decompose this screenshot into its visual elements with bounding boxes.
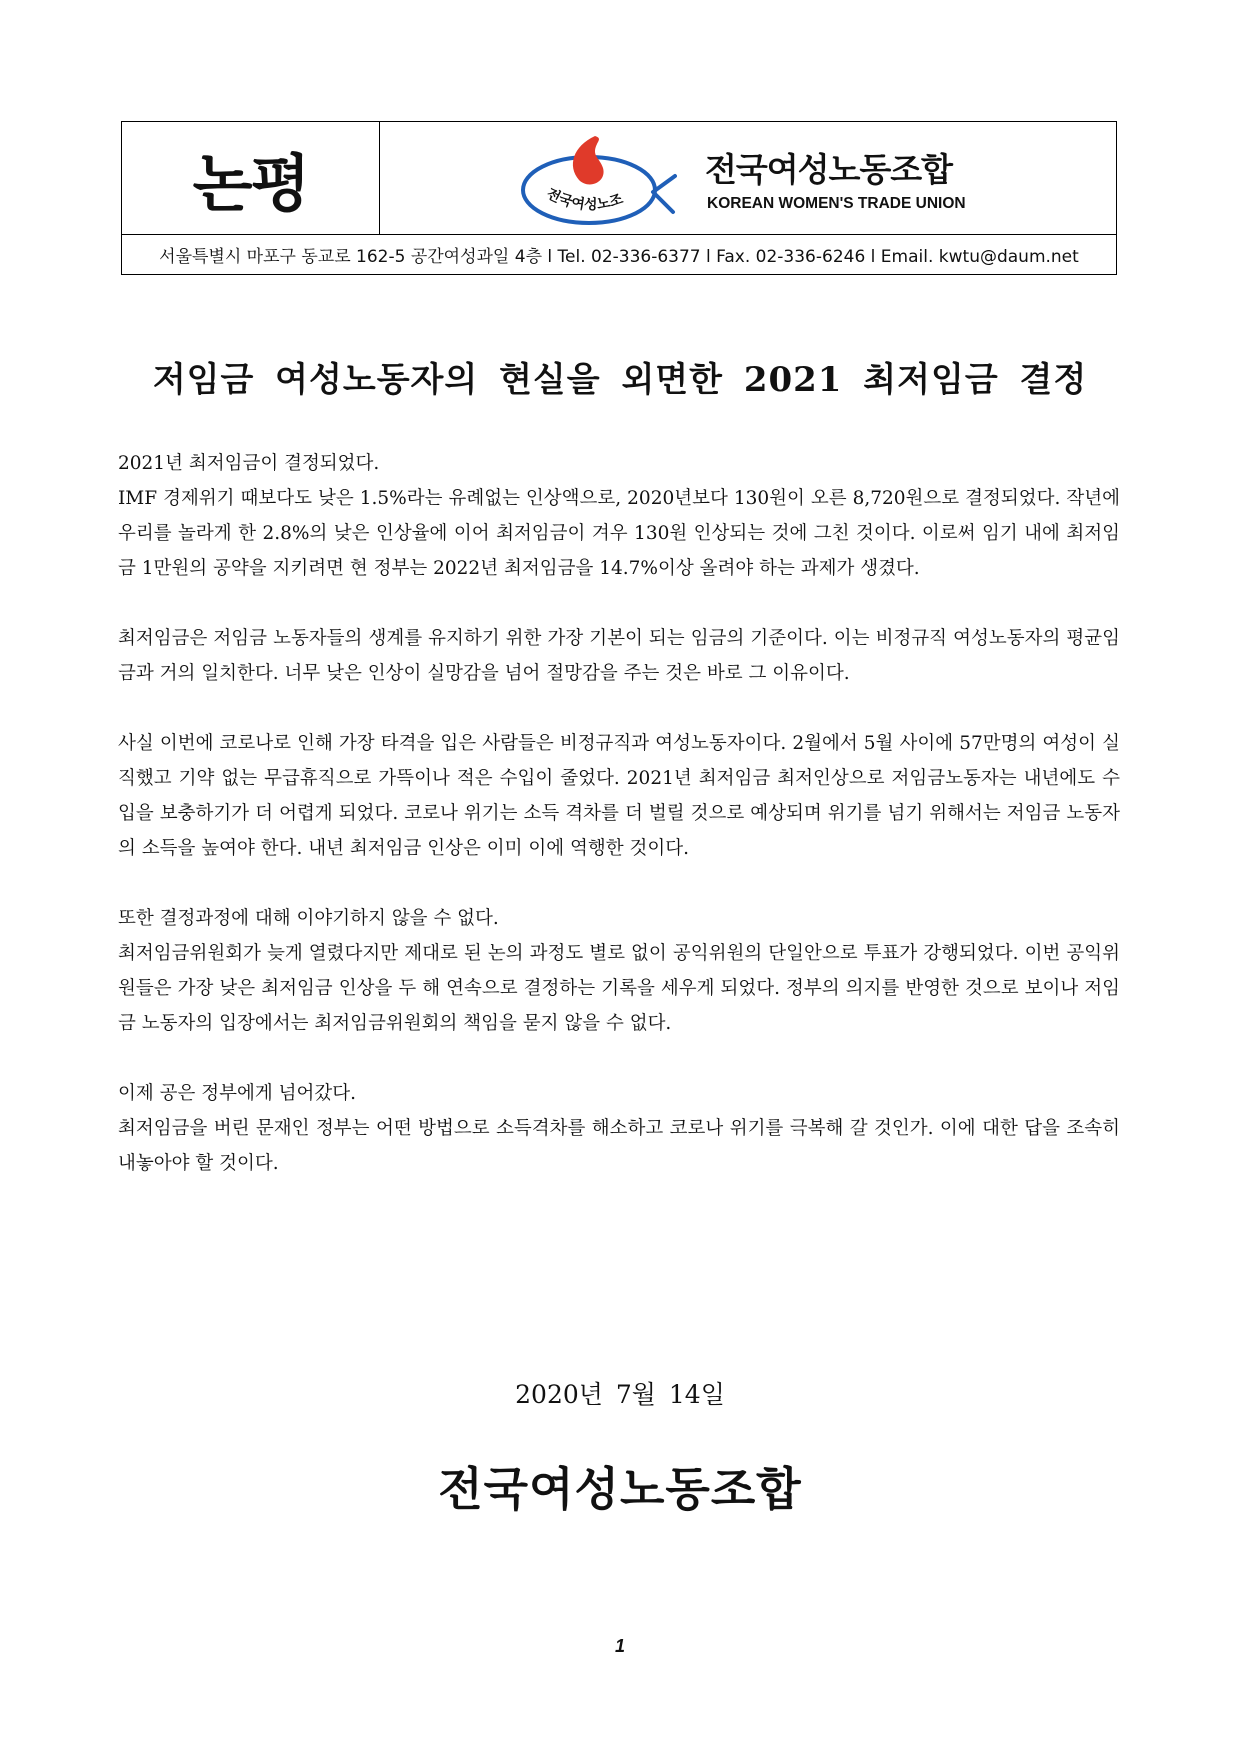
paragraph-line: 이제 공은 정부에게 넘어갔다. [118,1083,356,1104]
letterhead [121,121,1117,275]
page-number: 1 [614,1636,625,1656]
paragraph-5 [118,1076,1120,1181]
org-name-korean: 전국여성노동조합 [705,150,953,189]
paragraph-1 [118,446,1120,586]
svg-text:전국여성노조: 전국여성노조 [543,185,626,214]
union-logo-icon [517,130,677,230]
document-type-label: 논평 [192,146,309,220]
issue-date: 2020년 7월 14일 [515,1380,725,1409]
paragraph-line: 최저임금위원회가 늦게 열렸다지만 제대로 된 논의 과정도 별로 없이 공익위원의 단일안으로 투표가 강행되었다. 이번 공익위원들은 가장 낮은 최저임금 인상을 두 해 연속으로 결정하는 기록을 세우게 되었다. 정부의 의지를 반영한 것으로 보이나 저임금 노동자의 입장에서는 최저임금위원회의 책임을 묻지 않을 수 없다. [118,943,1120,1034]
org-name-english: KOREAN WOMEN'S TRADE UNION [707,195,966,212]
document-type-cell [122,122,380,234]
paragraph-line: 2021년 최저임금이 결정되었다. [118,453,380,474]
contact-info: 서울특별시 마포구 동교로 162-5 공간여성과일 4층 l Tel. 02-336-6377 l Fax. 02-336-6246 l Email. kwtu@daum.net [159,247,1079,267]
document-title: 저임금 여성노동자의 현실을 외면한 2021 최저임금 결정 [152,360,1088,400]
logo-cell [380,122,1116,234]
paragraph-4 [118,901,1120,1041]
document-body [118,446,1120,1216]
paragraph-line: 최저임금은 저임금 노동자들의 생계를 유지하기 위한 가장 기본이 되는 임금의 기준이다. 이는 비정규직 여성노동자의 평균임금과 거의 일치한다. 너무 낮은 인상이 실망감을 넘어 절망감을 주는 것은 바로 그 이유이다. [118,628,1120,684]
signature-org: 전국여성노동조합 [438,1462,802,1516]
paragraph-3 [118,726,1120,866]
paragraph-line: 최저임금을 버린 문재인 정부는 어떤 방법으로 소득격차를 해소하고 코로나 위기를 극복해 갈 것인가. 이에 대한 답을 조속히 내놓아야 할 것이다. [118,1118,1120,1174]
letterhead-top-row [122,122,1116,235]
paragraph-2 [118,621,1120,691]
paragraph-line: 또한 결정과정에 대해 이야기하지 않을 수 없다. [118,908,499,929]
paragraph-line: IMF 경제위기 때보다도 낮은 1.5%라는 유례없는 인상액으로, 2020년보다 130원이 오른 8,720원으로 결정되었다. 작년에 우리를 놀라게 한 2.8%의 낮은 인상율에 이어 최저임금이 겨우 130원 인상되는 것에 그친 것이다. 이로써 임기 내에 최저임금 1만원의 공약을 지키려면 현 정부는 2022년 최저임금을 14.7%이상 올려야 하는 과제가 생겼다. [118,488,1120,579]
paragraph-line: 사실 이번에 코로나로 인해 가장 타격을 입은 사람들은 비정규직과 여성노동자이다. 2월에서 5월 사이에 57만명의 여성이 실직했고 기약 없는 무급휴직으로 가뜩이나 적은 수입이 줄었다. 2021년 최저임금 최저인상으로 저임금노동자는 내년에도 수입을 보충하기가 더 어렵게 되었다. 코로나 위기는 소득 격차를 더 벌릴 것으로 예상되며 위기를 넘기 위해서는 저임금 노동자의 소득을 높여야 한다. 내년 최저임금 인상은 이미 이에 역행한 것이다. [118,733,1120,859]
